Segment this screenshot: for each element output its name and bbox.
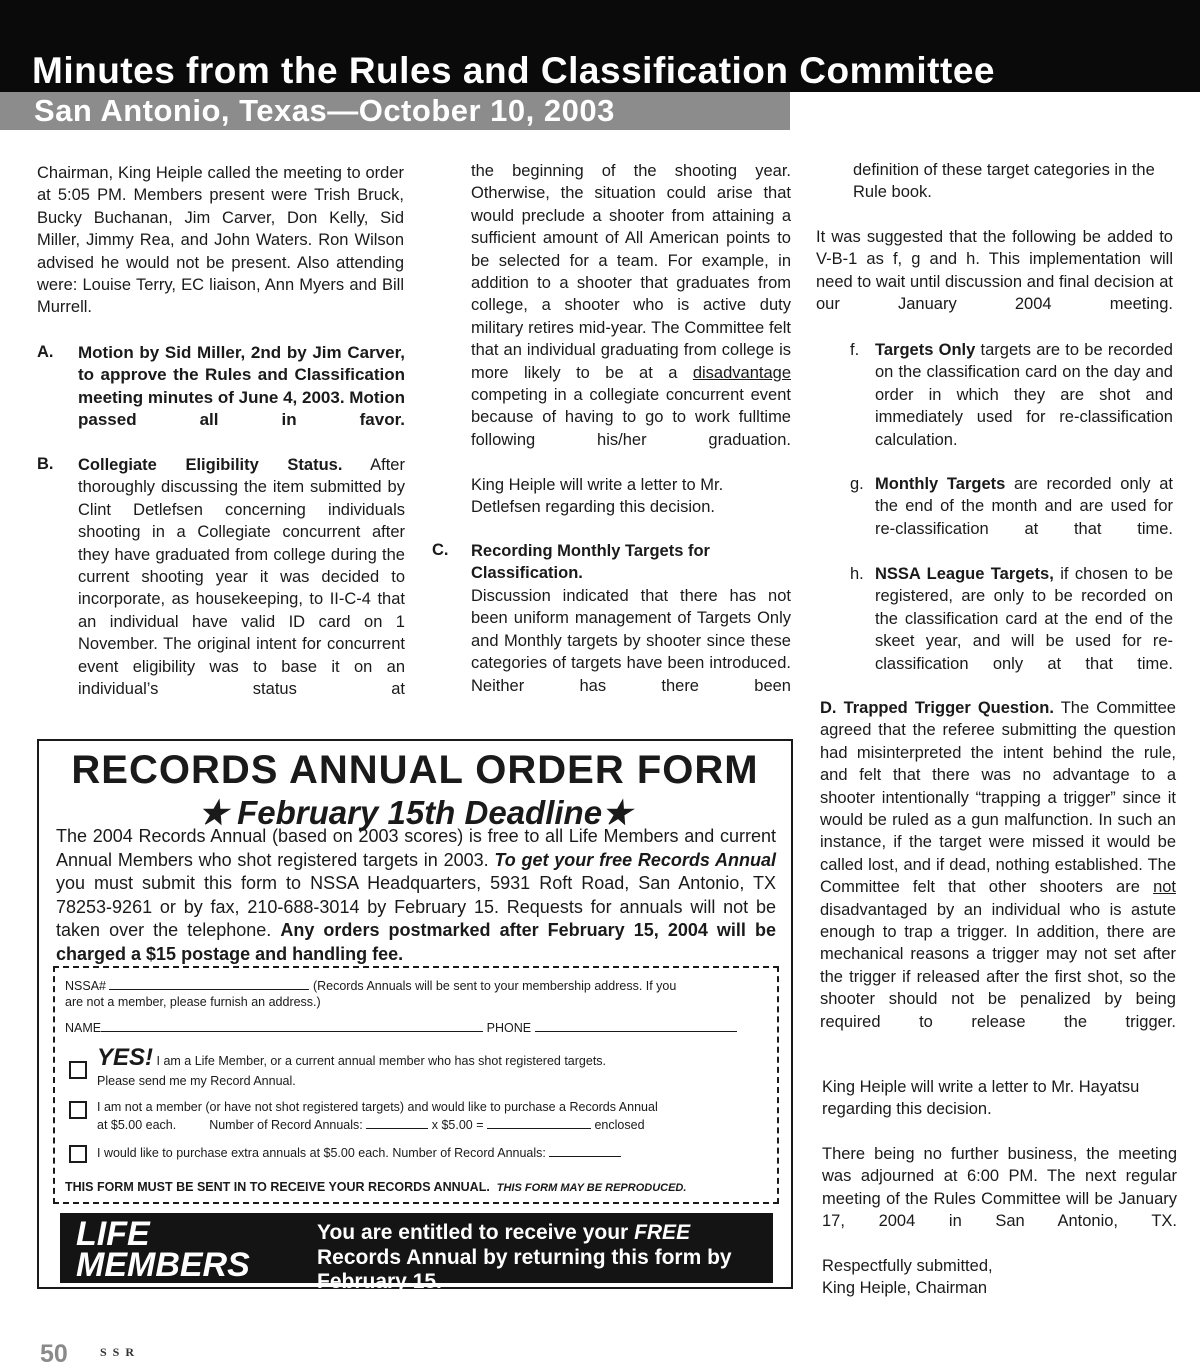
form-notice-text: THIS FORM MUST BE SENT IN TO RECEIVE YOUR RECORDS ANNUAL.: [65, 1180, 490, 1194]
option-extra-checkbox[interactable]: [69, 1145, 87, 1163]
underlined-not: not: [1153, 878, 1176, 897]
option-2-line-2: [97, 1116, 645, 1133]
column2-text-after: competing in a collegiate concurrent event because of having to go to work fulltime following his/her graduation.: [471, 386, 791, 449]
item-a-marker: A.: [37, 343, 54, 361]
item-f-text: targets are to be recorded on the classification card on the day and order in which they are shot and immediately used for re-classification calculation.: [875, 341, 1173, 449]
item-b-body: [78, 454, 405, 700]
name-label: NAME: [65, 1021, 102, 1035]
form-title: RECORDS ANNUAL ORDER FORM: [71, 748, 759, 792]
form-body-emphasis: To get your free Records Annual: [494, 849, 776, 870]
column3-continuation: definition of these target categories in the Rule book.: [853, 161, 1155, 202]
column2-continuation: [471, 160, 791, 451]
item-g-text: are recorded only at the end of the month and are used for re-classification at that time.: [875, 475, 1173, 538]
item-d-body: [820, 697, 1176, 1033]
phone-field[interactable]: [535, 1019, 737, 1032]
option-purchase-checkbox[interactable]: [69, 1101, 87, 1119]
item-f-heading: Targets Only: [875, 341, 976, 359]
life-msg-free: FREE: [634, 1221, 691, 1244]
form-body-1: The 2004 Records Annual (based on 2003 scores) is free to all Life Members and current Annual Members who shot registered targets in 2003.: [56, 826, 776, 870]
option-2-price: at $5.00 each.: [97, 1118, 177, 1132]
item-d-text-after: disadvantaged by an individual who is astute enough to trap a trigger. In addition, there are mechanical reasons a trigger may not set after the trigger if released after the first shot, so the shooter should not be penalized by being required to release the trigger.: [820, 900, 1176, 1031]
item-g-body: [875, 473, 1173, 540]
item-h-heading: NSSA League Targets,: [875, 565, 1054, 583]
item-b-text: After thoroughly discussing the item submitted by Clint Detlefsen concerning individuals shooting in a Collegiate concurrent after they have graduated from college during the current shooting year it was decided to incorporate, as housekeeping, to II-C-4 that an individual have valid ID card on 1 November. The original intent for concurrent event eligibility was to base it on an individual’s status at: [78, 456, 405, 699]
item-g-heading: Monthly Targets: [875, 475, 1006, 493]
option-2-line-1: I am not a member (or have not shot registered targets) and would like to purchase a Records Annual: [97, 1100, 658, 1114]
nssa-number-field[interactable]: [109, 977, 309, 990]
form-instructions: [56, 825, 776, 967]
suggestion-paragraph: It was suggested that the following be added to V-B-1 as f, g and h. This implementation will need to wait until discussion and final decision at our January 2004 meeting.: [816, 228, 1173, 314]
life-heading-line-2: MEMBERS: [76, 1246, 250, 1284]
option-life-member-line-1: [97, 1044, 607, 1071]
intro-paragraph: Chairman, King Heiple called the meeting to order at 5:05 PM. Members present were Trish Bruck, Bucky Buchanan, Jim Carver, Don Kelly, Sid Miller, Jimmy Rea, and John Waters. Ron Wilson advised he would not be present. Also attending were: Louise Terry, EC liaison, Ann Myers and Bill Murrell.: [37, 164, 404, 317]
option-life-member-checkbox[interactable]: [69, 1061, 87, 1079]
item-g-marker: g.: [850, 475, 864, 493]
phone-label: PHONE: [486, 1021, 532, 1035]
item-a-text: Motion by Sid Miller, 2nd by Jim Carver, to approve the Rules and Classification meeting minutes of June 4, 2003. Motion passed all in favor.: [78, 343, 405, 430]
nssa-number-row: [65, 977, 676, 994]
item-c-heading: Recording Monthly Targets for Classification.: [471, 542, 710, 583]
nssa-note-1: (Records Annuals will be sent to your membership address. If you: [312, 979, 677, 993]
item-b-heading: Collegiate Eligibility Status.: [78, 456, 343, 474]
item-c-text: Discussion indicated that there has not been uniform management of Targets Only and Monthly targets by shooter since these categories of targets have been introduced. Neither has there been: [471, 587, 791, 695]
option-1-text: I am a Life Member, or a current annual member who has shot registered targets.: [156, 1054, 607, 1068]
underlined-disadvantage: disadvantage: [692, 363, 791, 382]
option-2-count-label: Number of Record Annuals:: [209, 1118, 363, 1132]
life-msg-2: Records Annual by returning this form by February 15.: [317, 1245, 732, 1293]
form-body-bold: Any orders postmarked after February 15, 2004 will be charged a $15 postage and handling fee.: [56, 920, 776, 964]
option-3-row: [97, 1144, 621, 1161]
option-2-total-field[interactable]: [487, 1116, 591, 1129]
life-members-banner: [60, 1213, 773, 1293]
life-msg-1: You are entitled to receive your: [317, 1221, 629, 1244]
hayatsu-letter-note: King Heiple will write a letter to Mr. Hayatsu regarding this decision.: [822, 1078, 1140, 1119]
order-coupon: [53, 966, 779, 1204]
option-2-enclosed: enclosed: [594, 1118, 645, 1132]
form-notice: [65, 1180, 686, 1194]
option-3-text: I would like to purchase extra annuals at $5.00 each. Number of Record Annuals:: [97, 1146, 546, 1160]
form-deadline: ★ February 15th Deadline★: [198, 794, 632, 831]
item-f-body: [875, 339, 1173, 451]
item-d-text-before: The Committee agreed that the referee submitting the question had misinterpreted the intent behind the rule, and felt that there was no advantage to a shooter intentionally “trapping a trigger” since it would be ruled as a gun malfunction. In such an instance, if the target were missed it would be called lost, and if dead, nothing established. The Committee felt that other shooters are: [820, 699, 1176, 897]
life-members-message: [317, 1221, 767, 1295]
closing-paragraph: There being no further business, the meeting was adjourned at 6:00 PM. The next regular meeting of the Rules Committee will be January 17, 2004 in San Antonio, TX.: [822, 1145, 1177, 1231]
item-c-marker: C.: [432, 541, 449, 559]
item-h-text: if chosen to be registered, are only to be recorded on the classification card at the end of the skeet year, and will be used for re-classification only at that time.: [875, 565, 1173, 673]
form-notice-italic: THIS FORM MAY BE REPRODUCED.: [496, 1182, 687, 1194]
signoff-line-2: King Heiple, Chairman: [822, 1279, 988, 1297]
name-row: [65, 1019, 737, 1036]
page-subtitle: San Antonio, Texas—October 10, 2003: [34, 93, 615, 128]
column2-text-before: the beginning of the shooting year. Otherwise, the situation could arise that would preclude a shooter from attaining a sufficient amount of All American points to be selected for a team. For example, in addition to a shooter that graduates from college, a shooter who is active duty military retires mid-year. The Committee felt that an individual graduating from college is more likely to be at a: [471, 162, 791, 382]
life-members-heading: [76, 1215, 250, 1284]
item-f-marker: f.: [850, 341, 860, 359]
magazine-name: SSR: [100, 1345, 141, 1359]
records-order-form: [37, 739, 793, 1293]
yes-label: YES!: [97, 1044, 154, 1071]
life-heading-line-1: LIFE: [76, 1215, 150, 1253]
nssa-note-2: are not a member, please furnish an address.): [65, 995, 321, 1009]
page-title: Minutes from the Rules and Classification Committee: [32, 50, 995, 91]
page-number: 50: [40, 1340, 68, 1368]
signoff-line-1: Respectfully submitted,: [822, 1257, 993, 1275]
item-d-heading: D. Trapped Trigger Question.: [820, 699, 1054, 717]
item-h-body: [875, 563, 1173, 675]
name-field[interactable]: [101, 1019, 483, 1032]
item-h-marker: h.: [850, 565, 864, 583]
nssa-label: NSSA#: [65, 979, 106, 993]
option-3-count-field[interactable]: [549, 1144, 621, 1157]
option-2-count-field[interactable]: [366, 1116, 428, 1129]
option-1-line-2: Please send me my Record Annual.: [97, 1074, 296, 1088]
detlefsen-letter-note: King Heiple will write a letter to Mr. Detlefsen regarding this decision.: [471, 476, 724, 517]
item-b-marker: B.: [37, 455, 54, 473]
option-2-times: x $5.00 =: [431, 1118, 484, 1132]
form-body-2: you must submit this form to NSSA Headquarters, 5931 Roft Road, San Antonio, TX 78253-9261 or by fax, 210-688-3014 by February 15. Requests for annuals will not be taken over the telephone.: [56, 873, 776, 941]
